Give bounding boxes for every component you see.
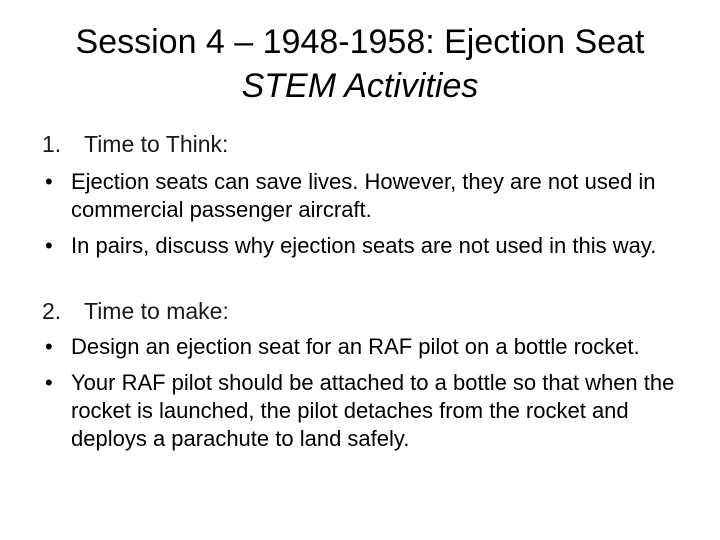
bullet-text: In pairs, discuss why ejection seats are not used in this way. [71, 233, 657, 258]
section-1-number: 1. [42, 131, 62, 157]
list-item [45, 333, 685, 361]
bullet-icon: • [45, 370, 53, 395]
title-line-2: STEM Activities [241, 67, 479, 105]
section-1-bullet-list [45, 168, 685, 268]
list-item [45, 369, 685, 453]
bullet-icon: • [45, 169, 53, 194]
list-item [45, 168, 685, 224]
bullet-text: Ejection seats can save lives. However, they are not used in commercial passenger aircraft. [71, 169, 656, 222]
bullet-icon: • [45, 334, 53, 359]
bullet-text: Your RAF pilot should be attached to a bottle so that when the rocket is launched, the pilot detaches from the rocket and deploys a parachute to land safely. [71, 370, 675, 451]
section-1-heading-text: Time to Think: [84, 131, 229, 157]
list-item [45, 232, 685, 260]
bullet-text: Design an ejection seat for an RAF pilot on a bottle rocket. [71, 334, 640, 359]
section-2-heading [42, 297, 229, 325]
bullet-icon: • [45, 233, 53, 258]
section-1-heading [42, 130, 228, 158]
section-2-number: 2. [42, 298, 62, 324]
slide-title [20, 20, 700, 108]
section-2-bullet-list [45, 333, 685, 461]
title-line-1: Session 4 – 1948-1958: Ejection Seat [75, 23, 645, 61]
section-2-heading-text: Time to make: [84, 298, 229, 324]
